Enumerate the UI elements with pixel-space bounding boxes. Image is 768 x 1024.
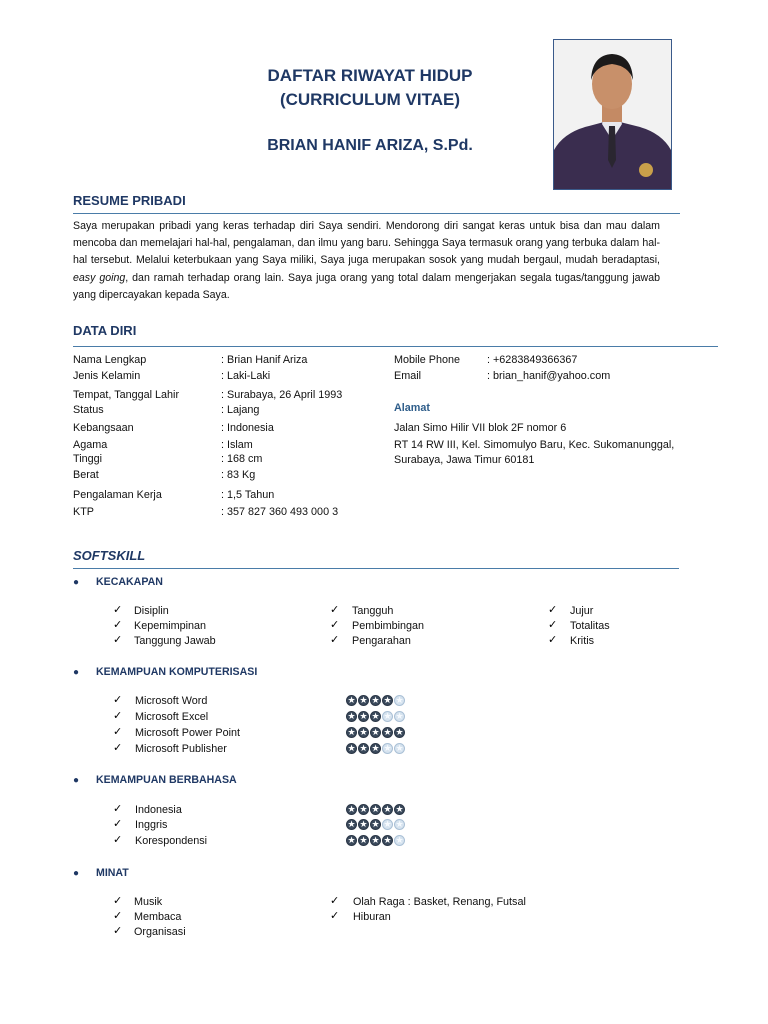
star-filled-icon [358, 804, 369, 815]
star-empty-icon [382, 743, 393, 754]
star-empty-icon [394, 711, 405, 722]
field-label: Pengalaman Kerja [73, 489, 162, 501]
star-filled-icon [358, 819, 369, 830]
data-diri-divider [73, 346, 718, 347]
star-filled-icon [346, 835, 357, 846]
field-value: : Indonesia [221, 422, 274, 434]
star-filled-icon [394, 804, 405, 815]
rating-stars [346, 727, 405, 738]
rating-stars [346, 711, 405, 722]
field-value: : 1,5 Tahun [221, 489, 275, 501]
kecakapan-heading: KECAKAPAN [96, 576, 163, 588]
language-name: Indonesia [135, 804, 182, 816]
field-value: : 168 cm [221, 453, 263, 465]
check-icon: ✓ [330, 634, 340, 646]
star-filled-icon [346, 727, 357, 738]
star-empty-icon [382, 711, 393, 722]
field-value: : 83 Kg [221, 469, 256, 481]
interest-item: Membaca [134, 911, 182, 923]
alamat-line: RT 14 RW III, Kel. Simomulyo Baru, Kec. Sukomanunggal, [394, 439, 675, 451]
candidate-name: BRIAN HANIF ARIZA, S.Pd. [267, 137, 473, 154]
computer-skill-name: Microsoft Power Point [135, 727, 241, 739]
field-label: KTP [73, 506, 94, 518]
field-label: Jenis Kelamin [73, 370, 141, 382]
check-icon: ✓ [548, 619, 558, 631]
interest-item: Organisasi [134, 926, 186, 938]
check-icon: ✓ [330, 619, 340, 631]
star-filled-icon [370, 835, 381, 846]
field-value: : Lajang [221, 404, 260, 416]
field-value: : 357 827 360 493 000 3 [221, 506, 339, 518]
star-filled-icon [358, 711, 369, 722]
check-icon: ✓ [548, 634, 558, 646]
star-empty-icon [382, 819, 393, 830]
star-filled-icon [394, 727, 405, 738]
alamat-heading: Alamat [394, 402, 431, 414]
star-filled-icon [370, 804, 381, 815]
check-icon: ✓ [113, 818, 123, 830]
field-value: : Brian Hanif Ariza [221, 354, 308, 366]
check-icon: ✓ [330, 895, 340, 907]
skill-item: Disiplin [134, 605, 169, 617]
field-value: : Laki-Laki [221, 370, 271, 382]
skill-item: Pembimbingan [352, 620, 425, 632]
contact-value: : +6283849366367 [487, 354, 578, 366]
resume-text [73, 218, 660, 304]
skill-item: Totalitas [570, 620, 610, 632]
skill-item: Tangguh [352, 605, 394, 617]
computer-skill-name: Microsoft Word [135, 695, 208, 707]
star-filled-icon [370, 695, 381, 706]
star-empty-icon [394, 835, 405, 846]
star-filled-icon [358, 695, 369, 706]
star-filled-icon [346, 711, 357, 722]
rating-stars [346, 804, 405, 815]
star-filled-icon [346, 695, 357, 706]
interest-item: Hiburan [353, 911, 391, 923]
rating-stars [346, 835, 405, 846]
star-filled-icon [370, 727, 381, 738]
bullet-icon: ● [73, 667, 80, 678]
check-icon: ✓ [113, 694, 123, 706]
profile-photo [553, 39, 672, 190]
bullet-icon: ● [73, 577, 80, 588]
star-filled-icon [370, 819, 381, 830]
language-name: Korespondensi [135, 835, 208, 847]
star-filled-icon [358, 743, 369, 754]
star-filled-icon [346, 819, 357, 830]
field-label: Status [73, 404, 104, 416]
check-icon: ✓ [113, 726, 123, 738]
star-filled-icon [358, 727, 369, 738]
field-label: Tempat, Tanggal Lahir [73, 389, 180, 401]
computer-skill-name: Microsoft Excel [135, 711, 209, 723]
star-filled-icon [382, 804, 393, 815]
data-diri-heading: DATA DIRI [73, 323, 137, 338]
resume-text-part1: Saya merupakan pribadi yang keras terhadap diri Saya sendiri. Mendorong diri sangat keras untuk bisa dan mau dalam mencoba dan memelajari hal-hal, pengalaman, dan ilmu yang baru. Sehingga Saya termasuk orang yang terbuka dalam hal-hal tersebut. Melalui keterbukaan yang Saya miliki, Saya juga merupakan sosok yang mudah bergaul, mudah beradaptasi, [73, 220, 660, 267]
star-filled-icon [346, 743, 357, 754]
skill-item: Jujur [570, 605, 594, 617]
field-label: Kebangsaan [73, 422, 134, 434]
softskill-heading: SOFTSKILL [73, 548, 146, 563]
skill-item: Pengarahan [352, 635, 411, 647]
field-value: : Surabaya, 26 April 1993 [221, 389, 343, 401]
resume-text-part2: , dan ramah terhadap orang lain. Saya juga orang yang total dalam mengerjakan segala tugas/tanggung jawab yang dipercayakan kepada Saya. [73, 271, 660, 301]
contact-email-value[interactable]: : brian_hanif@yahoo.com [487, 370, 611, 382]
star-empty-icon [394, 695, 405, 706]
interest-item: Musik [134, 896, 163, 908]
cv-title-line2: (CURRICULUM VITAE) [279, 90, 461, 109]
field-label: Nama Lengkap [73, 354, 147, 366]
field-value: : Islam [221, 439, 253, 451]
check-icon: ✓ [113, 710, 123, 722]
star-filled-icon [370, 711, 381, 722]
resume-divider [73, 213, 680, 214]
check-icon: ✓ [113, 634, 123, 646]
star-filled-icon [382, 695, 393, 706]
star-filled-icon [346, 804, 357, 815]
language-name: Inggris [135, 819, 168, 831]
star-filled-icon [358, 835, 369, 846]
check-icon: ✓ [113, 742, 123, 754]
field-label: Agama [73, 439, 108, 451]
resume-heading: RESUME PRIBADI [73, 193, 186, 208]
star-filled-icon [382, 835, 393, 846]
rating-stars [346, 695, 405, 706]
contact-label: Mobile Phone [394, 354, 461, 366]
check-icon: ✓ [330, 910, 340, 922]
check-icon: ✓ [113, 895, 123, 907]
computer-skill-name: Microsoft Publisher [135, 743, 227, 755]
resume-text-italic: easy going [73, 271, 126, 284]
bullet-icon: ● [73, 868, 80, 879]
skill-item: Kepemimpinan [134, 620, 207, 632]
field-label: Tinggi [73, 453, 103, 465]
skill-item: Kritis [570, 635, 594, 647]
star-empty-icon [394, 743, 405, 754]
alamat-line: Jalan Simo Hilir VII blok 2F nomor 6 [394, 422, 567, 434]
check-icon: ✓ [113, 925, 123, 937]
star-empty-icon [394, 819, 405, 830]
check-icon: ✓ [330, 604, 340, 616]
bullet-icon: ● [73, 775, 80, 786]
star-filled-icon [382, 727, 393, 738]
check-icon: ✓ [113, 604, 123, 616]
cv-title-line1: DAFTAR RIWAYAT HIDUP [267, 66, 473, 85]
rating-stars [346, 743, 405, 754]
contact-label: Email [394, 370, 421, 382]
check-icon: ✓ [113, 619, 123, 631]
komputer-heading: KEMAMPUAN KOMPUTERISASI [96, 666, 258, 678]
minat-heading: MINAT [96, 867, 129, 879]
bahasa-heading: KEMAMPUAN BERBAHASA [96, 774, 237, 786]
check-icon: ✓ [113, 834, 123, 846]
skill-item: Tanggung Jawab [134, 635, 216, 647]
field-label: Berat [73, 469, 99, 481]
check-icon: ✓ [548, 604, 558, 616]
interest-item: Olah Raga : Basket, Renang, Futsal [353, 896, 526, 908]
check-icon: ✓ [113, 910, 123, 922]
alamat-line: Surabaya, Jawa Timur 60181 [394, 454, 535, 466]
check-icon: ✓ [113, 803, 123, 815]
star-filled-icon [370, 743, 381, 754]
softskill-divider [73, 568, 679, 569]
rating-stars [346, 819, 405, 830]
